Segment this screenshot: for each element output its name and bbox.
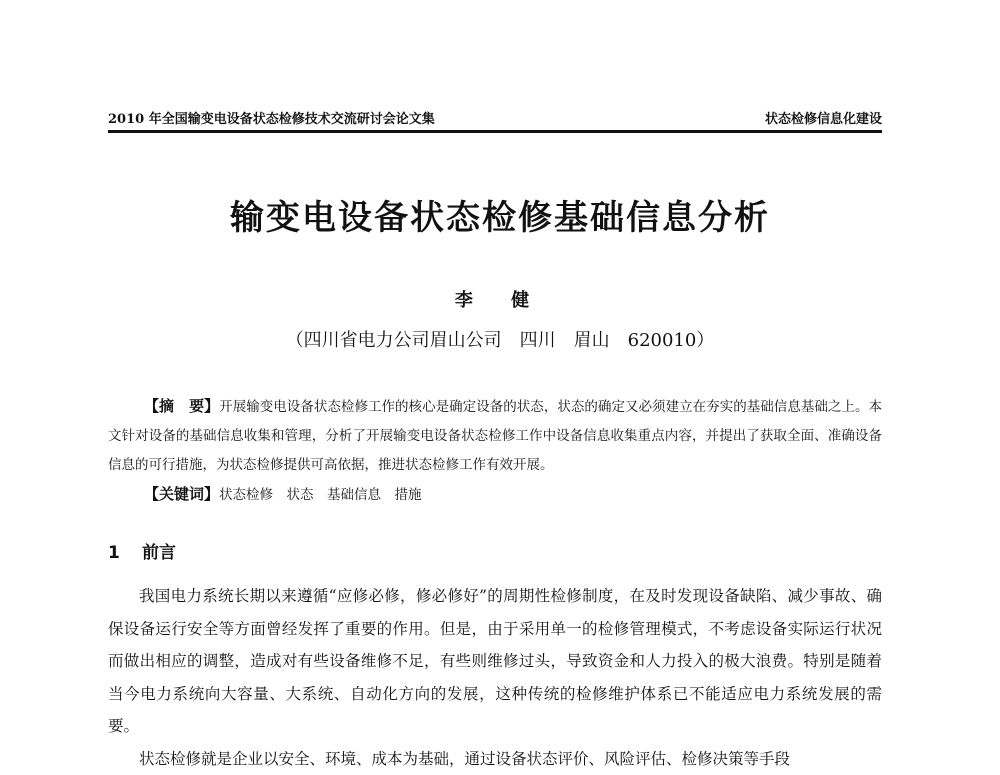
keywords [108, 480, 882, 510]
section-title: 前言 [142, 543, 176, 563]
body-paragraph: 我国电力系统长期以来遵循“应修必修，修必修好”的周期性检修制度，在及时发现设备缺陷、减少事故、确保设备运行安全等方面曾经发挥了重要的作用。但是，由于采用单一的检修管理模式，不考虑设备实际运行状况而做出相应的调整，造成对有些设备维修不足，有些则维修过头，导致资金和人力投入的极大浪费。特别是随着当今电力系统向大容量、大系统、自动化方向的发展，这种传统的检修维护体系已不能适应电力系统发展的需要。 [108, 580, 882, 743]
keywords-text: 状态检修 状态 基础信息 措施 [219, 487, 422, 503]
header-proceedings-title: 2010 年全国输变电设备状态检修技术交流研讨会论文集 [108, 108, 435, 127]
keywords-label: 【关键词】 [144, 485, 219, 503]
author-name: 李 健 [0, 286, 1000, 312]
abstract-label: 【摘 要】 [144, 397, 219, 415]
paper-title: 输变电设备状态检修基础信息分析 [0, 190, 1000, 239]
running-header [108, 104, 882, 132]
section-number: 1 [108, 543, 142, 563]
header-section-title: 状态检修信息化建设 [765, 108, 882, 127]
section-heading [108, 538, 176, 563]
author-affiliation: （四川省电力公司眉山公司 四川 眉山 620010） [0, 326, 1000, 352]
header-rule [108, 132, 882, 133]
body-text [108, 580, 882, 775]
abstract [108, 392, 882, 480]
abstract-text: 开展输变电设备状态检修工作的核心是确定设备的状态，状态的确定又必须建立在夯实的基础信息基础之上。本文针对设备的基础信息收集和管理，分析了开展输变电设备状态检修工作中设备信息收集重点内容，并提出了获取全面、准确设备信息的可行措施，为状态检修提供可高依据，推进状态检修工作有效开展。 [108, 399, 882, 473]
body-paragraph: 状态检修就是企业以安全、环境、成本为基础，通过设备状态评价、风险评估、检修决策等手段 [108, 743, 882, 775]
